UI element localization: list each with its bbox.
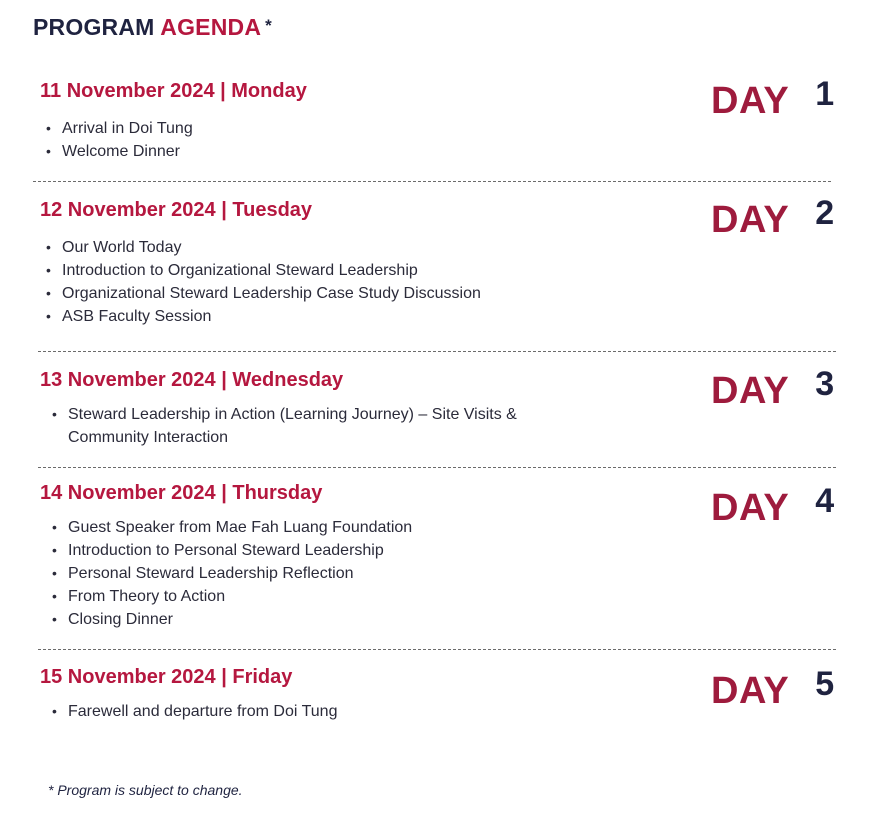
date-heading: 13 November 2024 | Wednesday	[40, 369, 344, 391]
day-number: 3	[815, 365, 835, 403]
item-text: Welcome Dinner	[62, 143, 180, 160]
day-badge	[711, 194, 835, 242]
title-asterisk: *	[265, 16, 272, 35]
day-badge	[711, 665, 835, 713]
agenda-list	[52, 403, 517, 449]
bullet: •	[52, 519, 57, 535]
item-text: Farewell and departure from Doi Tung	[68, 703, 338, 720]
page-title	[33, 14, 272, 41]
item-text: Introduction to Organizational Steward Leadership	[62, 262, 418, 279]
list-item	[46, 236, 481, 259]
day-word: DAY	[711, 670, 790, 712]
divider	[33, 181, 831, 182]
bullet: •	[46, 262, 51, 278]
bullet: •	[46, 285, 51, 301]
item-text: Personal Steward Leadership Reflection	[68, 565, 354, 582]
list-item	[46, 305, 481, 328]
date-heading: 11 November 2024 | Monday	[40, 80, 307, 102]
day-word: DAY	[711, 370, 790, 412]
title-program: PROGRAM	[33, 14, 155, 40]
day-section-2	[0, 194, 870, 339]
bullet: •	[52, 703, 57, 719]
list-item-continuation	[68, 426, 517, 449]
day-section-3	[0, 365, 870, 459]
bullet: •	[46, 239, 51, 255]
bullet: •	[52, 542, 57, 558]
item-text: Arrival in Doi Tung	[62, 120, 193, 137]
agenda-list	[46, 117, 193, 163]
item-text: Our World Today	[62, 239, 182, 256]
list-item	[52, 562, 412, 585]
bullet: •	[52, 611, 57, 627]
item-text: From Theory to Action	[68, 588, 226, 605]
item-text: Guest Speaker from Mae Fah Luang Foundation	[68, 519, 413, 536]
divider	[38, 467, 836, 468]
day-number: 4	[815, 482, 835, 520]
list-item	[46, 282, 481, 305]
divider	[38, 649, 836, 650]
bullet: •	[46, 143, 51, 159]
date-heading: 12 November 2024 | Tuesday	[40, 199, 313, 221]
item-text: Closing Dinner	[68, 611, 173, 628]
list-item	[52, 516, 413, 539]
day-badge	[711, 482, 835, 530]
item-text: ASB Faculty Session	[62, 308, 212, 325]
agenda-list	[52, 700, 338, 723]
item-text: Community Interaction	[68, 429, 229, 446]
title-agenda: AGENDA	[160, 14, 262, 40]
bullet: •	[52, 588, 57, 604]
agenda-list	[52, 516, 413, 631]
footnote: * Program is subject to change.	[48, 782, 243, 798]
item-text: Organizational Steward Leadership Case Study Discussion	[62, 285, 481, 302]
day-section-4	[0, 482, 870, 642]
day-number: 2	[815, 194, 835, 232]
date-heading: 14 November 2024 | Thursday	[40, 482, 323, 504]
bullet: •	[52, 406, 57, 422]
day-badge	[711, 75, 835, 123]
day-section-1	[0, 75, 870, 180]
bullet: •	[52, 565, 57, 581]
list-item	[52, 585, 412, 608]
day-number: 5	[815, 665, 835, 703]
day-word: DAY	[711, 80, 790, 122]
bullet: •	[46, 120, 51, 136]
day-number: 1	[815, 75, 835, 113]
item-text: Introduction to Personal Steward Leadership	[68, 542, 384, 559]
day-section-5	[0, 666, 870, 746]
bullet: •	[46, 308, 51, 324]
list-item	[46, 117, 193, 140]
item-text: Steward Leadership in Action (Learning Journey) – Site Visits &	[68, 406, 517, 423]
day-word: DAY	[711, 199, 790, 241]
list-item	[46, 259, 481, 282]
list-item	[52, 700, 338, 723]
divider	[38, 351, 836, 352]
date-heading: 15 November 2024 | Friday	[40, 666, 293, 688]
day-badge	[711, 365, 835, 413]
list-item	[52, 608, 412, 631]
list-item	[46, 140, 193, 163]
agenda-list	[46, 236, 481, 328]
list-item	[52, 539, 412, 562]
day-word: DAY	[711, 487, 790, 529]
list-item	[52, 403, 517, 426]
